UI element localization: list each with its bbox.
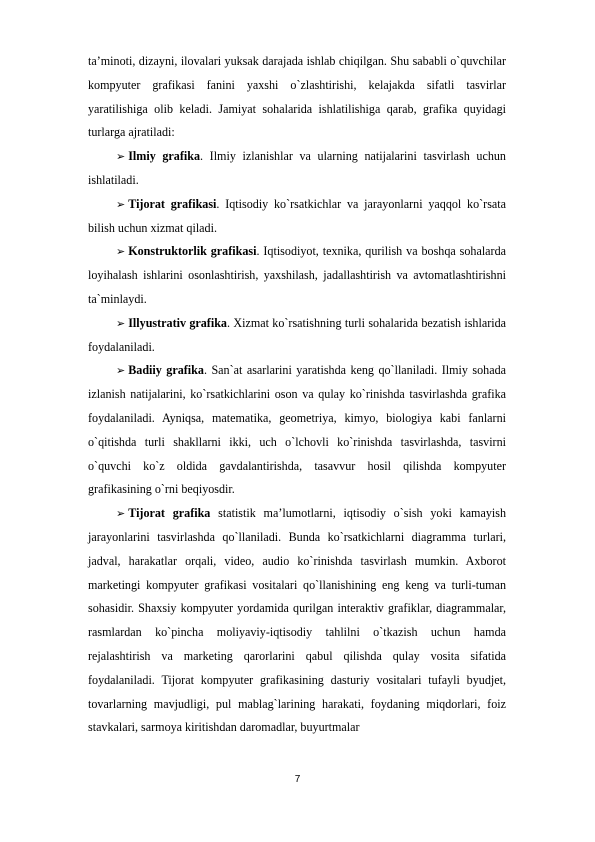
arrow-bullet-icon: ➢ [116,364,126,378]
list-item-tijorat-grafika [88,502,506,740]
arrow-bullet-icon: ➢ [116,150,126,164]
arrow-bullet-icon: ➢ [116,507,126,521]
list-item-illyustrativ-grafika [88,312,506,360]
term-description: . Iqtisodiy ko`rsatkichlar va jarayonlarni yaqqol ko`rsata bilish uchun xizmat qiladi. [88,196,507,235]
page-content [88,50,506,740]
term-label: Konstruktorlik grafikasi [128,244,257,259]
term-description: . Ilmiy izlanishlar va ularning natijalarini tasvirlash uchun ishlatiladi. [88,149,506,187]
intro-paragraph: ta’minoti, dizayni, ilovalari yuksak darajada ishlab chiqilgan. Shu sababli o`quvchilar kompyuter grafikasi fanini yaxshi o`zlashtirishi, kelajakda sifatli tasvirlar yaratilishiga olib keladi. Jamiyat sohalarida ishlatilishiga qarab, grafika quyidagi turlarga ajratiladi: [88,54,506,140]
term-description: . San`at asarlarini yaratishda keng qo`llaniladi. Ilmiy sohada izlanish natijalarini, ko`rsatkichlarini oson va qulay ko`rinishda tasvirlashda grafika foydalaniladi. Ayniqsa, matematika, geometriya, kimyo, biologiya kabi fanlarni o`qitishda turli shakllarni ikki, uch o`lchovli ko`rinishda tasvirlashda, tasvirni o`quvchi ko`z oldida gavdalantirishda, tasavvur hosil qilishda kompyuter grafikasining o`rni beqiyosdir. [88,363,506,497]
term-description: . Xizmat ko`rsatishning turli sohalarida bezatish ishlarida foydalaniladi. [88,315,507,354]
term-label: Ilmiy grafika [128,149,201,164]
list-item-badiiy-grafika [88,359,506,502]
term-label: Tijorat grafika [128,506,211,521]
term-description: statistik ma’lumotlarni, iqtisodiy o`sish yoki kamayish jarayonlarini tasvirlashda qo`llaniladi. Bunda ko`rsatkichlarni diagramma turlari, jadval, harakatlar orqali, video, audio ko`rinishda tasvirlash mumkin. Axborot marketingi kompyuter grafikasi vositalari qo`llanishining eng keng va turli-tuman sohasidir. Shaxsiy kompyuter yordamida qurilgan interaktiv grafiklar, diagrammalar, rasmlardan ko`pincha moliyaviy-iqtisodiy tahlilni o`tkazish uchun hamda rejalashtirish va marketing qarorlarini qabul qilishda qulay vosita sifatida foydalaniladi. Tijorat kompyuter grafikasining dasturiy vositalari tufayli byudjet, tovarlarning mavjudligi, pul mablag`larining harakati, foydaning miqdorlari, foiz stavkalari, sarmoya kiritishdan daromadlar, buyurtmalar [88,506,506,735]
arrow-bullet-icon: ➢ [116,245,126,259]
list-item-ilmiy-grafika [88,145,506,193]
term-description: . Iqtisodiyot, texnika, qurilish va boshqa sohalarda loyihalash ishlarini osonlashtirish, yaxshilash, jadallashtirish va avtomatlashtirishni ta`minlaydi. [88,244,506,306]
arrow-bullet-icon: ➢ [116,197,126,211]
term-label: Tijorat grafikasi [128,196,217,211]
list-item-konstruktorlik-grafikasi [88,240,506,311]
term-label: Badiiy grafika [128,363,204,378]
arrow-bullet-icon: ➢ [116,316,126,330]
term-label: Illyustrativ grafika [128,315,227,330]
list-item-tijorat-grafikasi [88,193,506,241]
page-number: 7 [294,774,301,785]
